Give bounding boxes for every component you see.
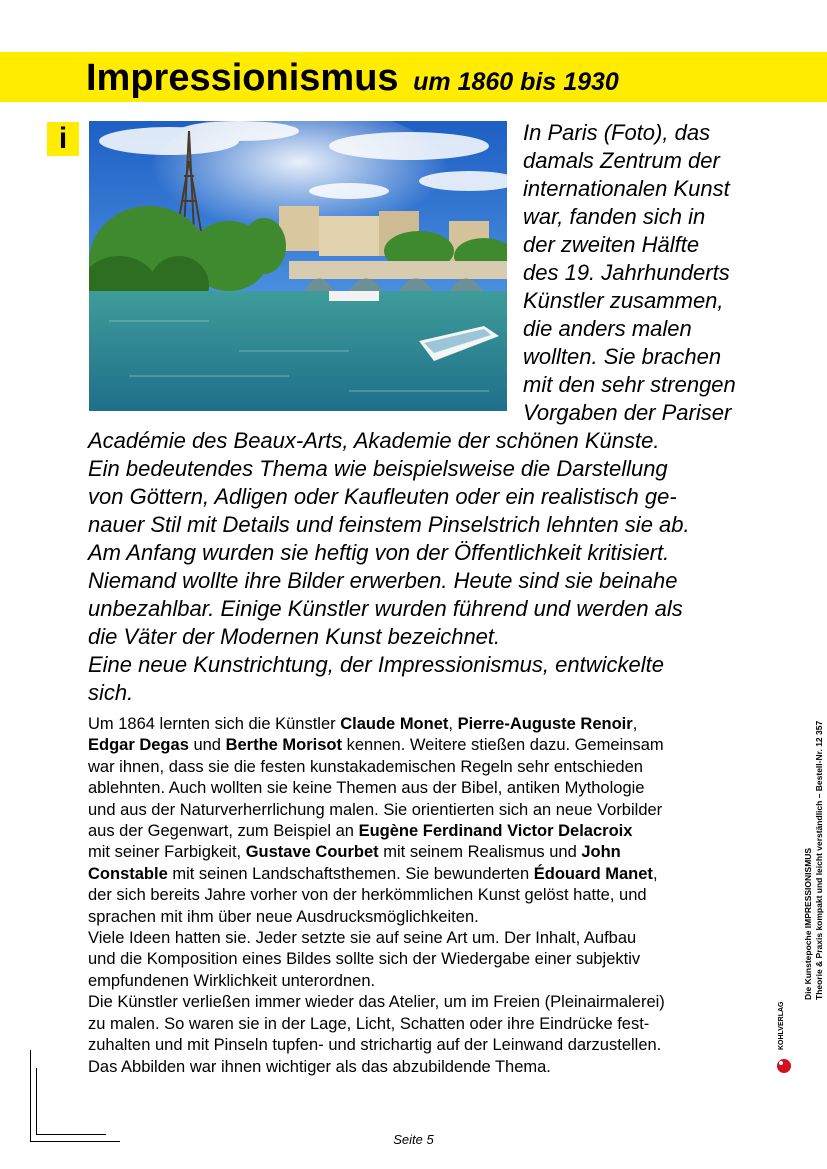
paris-photo bbox=[89, 121, 507, 411]
artist-name: Berthe Morisot bbox=[225, 736, 343, 755]
body-line: mit seiner Farbigkeit, Gustave Courbet mit seinem Realismus und John bbox=[88, 843, 621, 862]
intro-line: internationalen Kunst bbox=[523, 176, 730, 201]
title-period: um 1860 bis 1930 bbox=[413, 68, 619, 96]
intro-line: Künstler zusammen, bbox=[523, 288, 724, 313]
intro-line: In Paris (Foto), das bbox=[523, 120, 711, 145]
intro-text-continued bbox=[88, 427, 778, 707]
body-line: zuhalten und mit Pinseln tupfen- und strichartig auf der Leinwand darzustellen. bbox=[88, 1036, 662, 1055]
artist-name: Eugène Ferdinand Victor Delacroix bbox=[358, 822, 633, 841]
body-line: Viele Ideen hatten sie. Jeder setzte sie auf seine Art um. Der Inhalt, Aufbau bbox=[88, 929, 637, 948]
artist-name: Pierre-Auguste Renoir bbox=[457, 715, 633, 733]
artist-name: John bbox=[581, 843, 621, 862]
body-line: empfundenen Wirklichkeit unterordnen. bbox=[88, 971, 376, 990]
body-line: Das Abbilden war ihnen wichtiger als das abzubildende Thema. bbox=[88, 1057, 551, 1076]
corner-mark bbox=[36, 1068, 37, 1134]
intro-line: von Göttern, Adligen oder Kaufleuten oder ein realistisch ge- bbox=[88, 484, 677, 509]
intro-line: der zweiten Hälfte bbox=[523, 232, 700, 257]
artist-name: Gustave Courbet bbox=[245, 843, 379, 862]
side-imprint bbox=[803, 650, 825, 1000]
body-line: der sich bereits Jahre vorher von der herkömmlichen Kunst gelöst hatte, und bbox=[88, 886, 647, 905]
body-line: Die Künstler verließen immer wieder das Atelier, um im Freien (Pleinairmalerei) bbox=[88, 993, 665, 1012]
imprint-title: Die Kunstepoche IMPRESSIONISMUS bbox=[803, 847, 813, 1000]
body-line: Um 1864 lernten sich die Künstler Claude Monet, Pierre-Auguste Renoir, bbox=[88, 715, 638, 733]
intro-line: Eine neue Kunstrichtung, der Impressionismus, entwickelte bbox=[88, 652, 664, 677]
body-line: ablehnten. Auch wollten sie keine Themen aus der Bibel, antiken Mythologie bbox=[88, 779, 645, 798]
body-line: zu malen. So waren sie in der Lage, Licht, Schatten oder ihre Eindrücke fest- bbox=[88, 1014, 650, 1033]
imprint-order: Theorie & Praxis kompakt und leicht verständlich – Bestell-Nr. 12 357 bbox=[814, 720, 824, 1000]
intro-line: Vorgaben der Pariser bbox=[523, 400, 732, 425]
intro-line: wollten. Sie brachen bbox=[523, 344, 722, 369]
intro-line: nauer Stil mit Details und feinstem Pinselstrich lehnten sie ab. bbox=[88, 512, 690, 537]
body-text bbox=[88, 714, 768, 1078]
artist-name: Claude Monet bbox=[340, 715, 449, 733]
body-line: aus der Gegenwart, zum Beispiel an Eugène Ferdinand Victor Delacroix bbox=[88, 822, 633, 841]
body-line: sprachen mit ihm über neue Ausdrucksmöglichkeiten. bbox=[88, 907, 479, 926]
artist-name: Constable bbox=[88, 864, 168, 883]
body-line: war ihnen, dass sie die festen kunstakademischen Regeln sehr entschieden bbox=[88, 757, 643, 776]
intro-text bbox=[523, 119, 773, 427]
body-line: Edgar Degas und Berthe Morisot kennen. Weitere stießen dazu. Gemeinsam bbox=[88, 736, 664, 755]
intro-line: Niemand wollte ihre Bilder erwerben. Heute sind sie beinahe bbox=[88, 568, 678, 593]
intro-line: Ein bedeutendes Thema wie beispielsweise die Darstellung bbox=[88, 456, 668, 481]
page-number: Seite 5 bbox=[393, 1132, 434, 1147]
body-line: und die Komposition eines Bildes sollte sich der Wiedergabe einer subjektiv bbox=[88, 950, 641, 969]
body-line: und aus der Naturverherrlichung malen. Sie orientierten sich an neue Vorbilder bbox=[88, 800, 663, 819]
body-line: Constable mit seinen Landschaftsthemen. Sie bewunderten Édouard Manet, bbox=[88, 864, 658, 883]
intro-line: war, fanden sich in bbox=[523, 204, 706, 229]
intro-line: die Väter der Modernen Kunst bezeichnet. bbox=[88, 624, 501, 649]
publisher-logo bbox=[774, 1000, 796, 1080]
page-title bbox=[86, 55, 619, 105]
title-main: Impressionismus bbox=[86, 57, 399, 99]
intro-line: Académie des Beaux-Arts, Akademie der schönen Künste. bbox=[88, 428, 660, 453]
artist-name: Édouard Manet bbox=[533, 864, 653, 883]
info-badge: i bbox=[47, 122, 79, 156]
intro-line: Am Anfang wurden sie heftig von der Öffentlichkeit kritisiert. bbox=[88, 540, 670, 565]
intro-line: sich. bbox=[88, 680, 134, 705]
intro-line: mit den sehr strengen bbox=[523, 372, 736, 397]
artist-name: Edgar Degas bbox=[88, 736, 189, 755]
intro-line: unbezahlbar. Einige Künstler wurden führend und werden als bbox=[88, 596, 683, 621]
intro-line: die anders malen bbox=[523, 316, 692, 341]
intro-line: des 19. Jahrhunderts bbox=[523, 260, 730, 285]
corner-mark bbox=[30, 1050, 31, 1142]
svg-text:KOHLVERLAG: KOHLVERLAG bbox=[778, 1001, 785, 1050]
intro-line: damals Zentrum der bbox=[523, 148, 720, 173]
